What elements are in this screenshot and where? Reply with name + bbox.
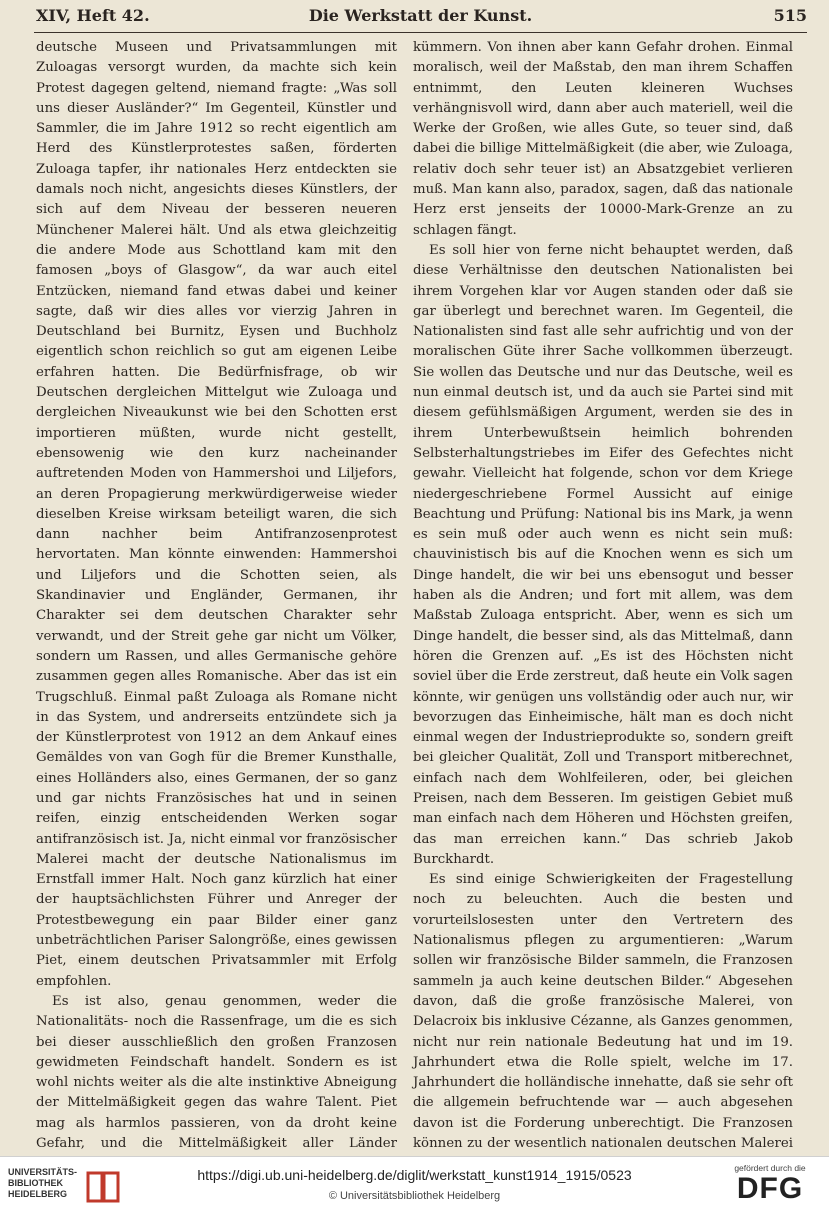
dfg-wordmark: DFG [736, 1172, 804, 1205]
left-paragraph-2: Es ist also, genau genommen, weder die Nationalitäts- noch die Rassenfrage, um die es sich bei dieser ausschließlich den großen Franzosen gewidmeten Feindschaft handelt. Sondern es ist wohl nichts weiter als die alte instinktive Abneigung der Mittelmäßigkeit gegen das wahre Talent. Piet mag als harmlos passieren, von da droht keine Gefahr, und die Mittelmäßigkeit aller Länder [36, 993, 397, 1152]
dfg-logo[interactable] [725, 1163, 815, 1205]
copyright-notice: © Universitätsbibliothek Heidelberg [328, 1190, 501, 1202]
issue-number: XIV, Heft 42. [36, 6, 150, 25]
library-emblem-icon [86, 1169, 120, 1205]
library-name: UNIVERSITÄTS- BIBLIOTHEK HEIDELBERG [8, 1167, 78, 1199]
page-number: 515 [773, 6, 807, 25]
viewer-footer [0, 1156, 829, 1215]
journal-title: Die Werkstatt der Kunst. [308, 6, 533, 25]
running-header [34, 4, 807, 33]
right-paragraph-1: kümmern. Von ihnen aber kann Gefahr drohen. Einmal moralisch, weil der Maßstab, den man ihrem Schaffen entnimmt, den Leuten kleineren Wuchses verhängnisvoll wird, dann aber auch materiell, weil die Werke der Großen, wie alles Gute, so teuer sind, daß dabei die billige Mittelmäßigkeit (die aber, wie Zuloaga, relativ doch sehr teuer ist) an Absatzgebiet verlieren muß. Man kann also, paradox, sagen, daß das nationale Herz erst jenseits der 10000-Mark-Grenze an zu schlagen fängt. [413, 40, 793, 238]
library-logo[interactable] [8, 1167, 128, 1207]
right-paragraph-2: Es soll hier von ferne nicht behauptet werden, daß diese Verhältnisse den deutschen Nationalisten bei ihrem Vorgehen klar vor Augen standen oder daß sie gar überlegt und berechnet waren. Im Gegenteil, die Nationalisten sind fast alle sehr aufrichtig und von der moralischen Güte ihrer Sache vollkommen überzeugt. Sie wollen das Deutsche und nur das Deutsche, weil es nun einmal deutsch ist, und da auch sie Partei sind mit diesem gefühlsmäßigen Argument, werden sie des in ihrem Unterbewußtsein heimlich bohrenden Selbsterhaltungstriebes im Eifer des Gefechtes nicht gewahr. Vielleicht hat folgende, schon vor dem Kriege niedergeschriebene Formel Aussicht auf einige Beachtung und Prüfung: National bis ins Mark, ja wenn es sein muß oder auch wenn es nicht sein muß: chauvinistisch bis auf die Knochen wenn es sich um Dinge handelt, die wir bei uns ebensogut und besser haben als die Andren; und fort mit allem, was dem Maßstab Zuloaga entspricht. Aber, wenn es sich um Dinge handelt, die besser sind, als das Mittelmaß, dann hören die Grenzen auf. „Es ist des Höchsten nicht soviel über die Erde zerstreut, daß heute ein Volk sagen könnte, wir genügen uns vollständig oder auch nur, wir bevorzugen das Einheimische, hält man es doch nicht einmal wegen der Industrieprodukte so, sondern greift bei gleicher Qualität, Zoll und Transport mitberechnet, einfach nach dem Wohlfeileren, oder, bei gleichen Preisen, nach dem Besseren. Im geistigen Gebiet muß man einfach nach dem Höheren und Höchsten greifen, das man erreichen kann.“ Das schrieb Jakob Burckhardt. [413, 242, 793, 867]
left-paragraph-1: deutsche Museen und Privatsammlungen mit Zuloagas versorgt wurden, da machte sich kein Protest dagegen geltend, niemand fragte: „Was soll uns dieser Ausländer?“ Im Gegenteil, Künstler und Sammler, die im Jahre 1912 so recht eigentlich am Herd des Künstlerprotestes saßen, förderten Zuloaga tapfer, ihr nationales Herz entdeckten sie damals noch nicht, angesichts dieses Künstlers, der sich auf dem Niveau der besseren neueren Münchener Malerei hält. Und als etwa gleichzeitig die andere Mode aus Schottland kam mit den famosen „boys of Glasgow“, da war auch eitel Entzücken, niemand fand etwas dabei und keiner sagte, daß wir dies alles vor vierzig Jahren in Deutschland bei Burnitz, Eysen und Buchholz eigentlich schon reichlich so gut am eigenen Leibe erfahren hatten. Die Bedürfnisfrage, ob wir Deutschen dergleichen Mittelgut wie Zuloaga und dergleichen Niveaukunst wie bei den Schotten erst importieren müßten, wurde nicht gestellt, ebensowenig wie den kurz nacheinander auftretenden Moden von Hammershoi und Liljefors, an deren Propagierung merkwürdigerweise wieder dieselben Kreise wirksam beteiligt waren, die sich dann nachher beim Antifranzosenprotest hervortaten. Man könnte einwenden: Hammershoi und Liljefors und die Schotten seien, als Skandinavier und Engländer, Germanen, ihr Charakter sei dem deutschen Charakter sehr verwandt, und der Streit gehe gar nicht um Völker, sondern um Rassen, und alles Germanische gehöre zusammen gegen alles Romanische. Aber das ist ein Trugschluß. Einmal paßt Zuloaga als Romane nicht in das System, und andrerseits entzündete sich ja der Künstlerprotest von 1912 an dem Ankauf eines Gemäldes von van Gogh für die Bremer Kunsthalle, eines Holländers also, eines Germanen, der so ganz und gar nichts Französisches hat und in seinen reifen, einzig entscheidenden Werken sogar antifranzösisch ist. Ja, nicht einmal vor französischer Malerei macht der deutsche Nationalismus im Ernstfall immer Halt. Noch ganz kürzlich hat einer der hauptsächlichsten Führer und Anreger der Protestbewegung ein paar Bilder einer ganz unbeträchtlichen Pariser Salongröße, eines gewissen Piet, einem deutschen Privatsammler mit Erfolg empfohlen. [36, 40, 397, 989]
left-column [36, 38, 397, 1156]
right-paragraph-3: Es sind einige Schwierigkeiten der Fragestellung noch zu beleuchten. Auch die besten und vorurteilslosesten unter den Vertretern des Nationalismus pflegen zu argumentieren: „Warum sollen wir französische Bilder sammeln, die Franzosen sammeln ja auch keine deutschen Bilder.“ Abgesehen davon, daß die große französische Malerei, von Delacroix bis inklusive Cézanne, als Ganzes genommen, nicht nur rein nationale Bedeutung hat und im 19. Jahrhundert etwa die Rolle spielt, welche im 17. Jahrhundert die holländische innehatte, daß sie sehr oft die allgemein befruchtende war — auch abgesehen davon ist die Forderung unberechtigt. Die Franzosen können zu der wesentlich nationalen deutschen Malerei [413, 872, 793, 1152]
right-column [413, 38, 793, 1156]
funded-by-label: gefördert durch die [734, 1163, 806, 1173]
permalink-url[interactable]: https://digi.ub.uni-heidelberg.de/diglit/werkstatt_kunst1914_1915/0523 [197, 1167, 632, 1183]
